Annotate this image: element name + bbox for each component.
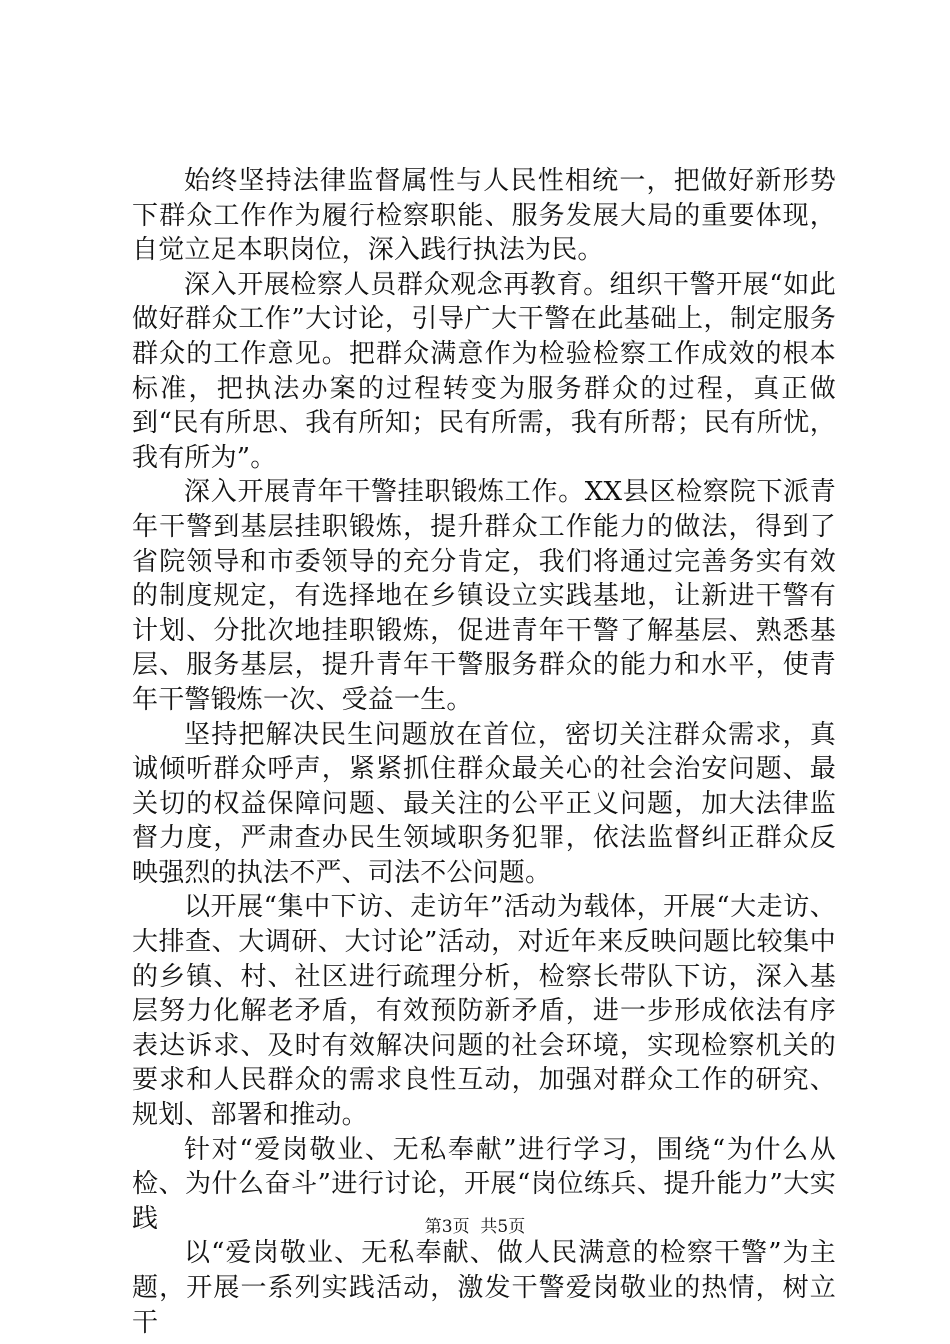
page-number-label: 第3页 共5页 [424, 1217, 526, 1237]
paragraph-7: 以“爱岗敬业、无私奉献、做人民满意的检察干警”为主题，开展一系列实践活动，激发干警爱岗敬业的热情，树立干 [132, 1238, 836, 1338]
paragraph-3: 深入开展青年干警挂职锻炼工作。XX县区检察院下派青年干警到基层挂职锻炼，提升群众工作能力的做法，得到了省院领导和市委领导的充分肯定，我们将通过完善务实有效的制度规定，有选择地在乡镇设立实践基地，让新进干警有计划、分批次地挂职锻炼，促进青年干警了解基层、熟悉基层、服务基层，提升青年干警服务群众的能力和水平，使青年干警锻炼一次、受益一生。 [132, 477, 836, 715]
document-body [132, 164, 836, 1340]
paragraph-2: 深入开展检察人员群众观念再教育。组织干警开展“如此做好群众工作”大讨论，引导广大干警在此基础上，制定服务群众的工作意见。把群众满意作为检验检察工作成效的根本标准，把执法办案的过程转变为服务群众的过程，真正做到“民有所思、我有所知；民有所需，我有所帮；民有所忧，我有所为”。 [132, 269, 836, 473]
paragraph-5: 以开展“集中下访、走访年”活动为载体，开展“大走访、大排查、大调研、大讨论”活动，对近年来反映问题比较集中的乡镇、村、社区进行疏理分析，检察长带队下访，深入基层努力化解老矛盾，有效预防新矛盾，进一步形成依法有序表达诉求、及时有效解决问题的社会环境，实现检察机关的要求和人民群众的需求良性互动，加强对群众工作的研究、规划、部署和推动。 [132, 892, 836, 1131]
page-footer [0, 1216, 950, 1238]
paragraph-1: 始终坚持法律监督属性与人民性相统一，把做好新形势下群众工作作为履行检察职能、服务发展大局的重要体现，自觉立足本职岗位，深入践行执法为民。 [132, 166, 836, 266]
paragraph-6: 针对“爱岗敬业、无私奉献”进行学习，围绕“为什么从检、为什么奋斗”进行讨论，开展“岗位练兵、提升能力”大实践 [132, 1134, 836, 1234]
paragraph-4: 坚持把解决民生问题放在首位，密切关注群众需求，真诚倾听群众呼声，紧紧抓住群众最关心的社会治安问题、最关切的权益保障问题、最关注的公平正义问题，加大法律监督力度，严肃查办民生领域职务犯罪，依法监督纠正群众反映强烈的执法不严、司法不公问题。 [132, 719, 836, 888]
